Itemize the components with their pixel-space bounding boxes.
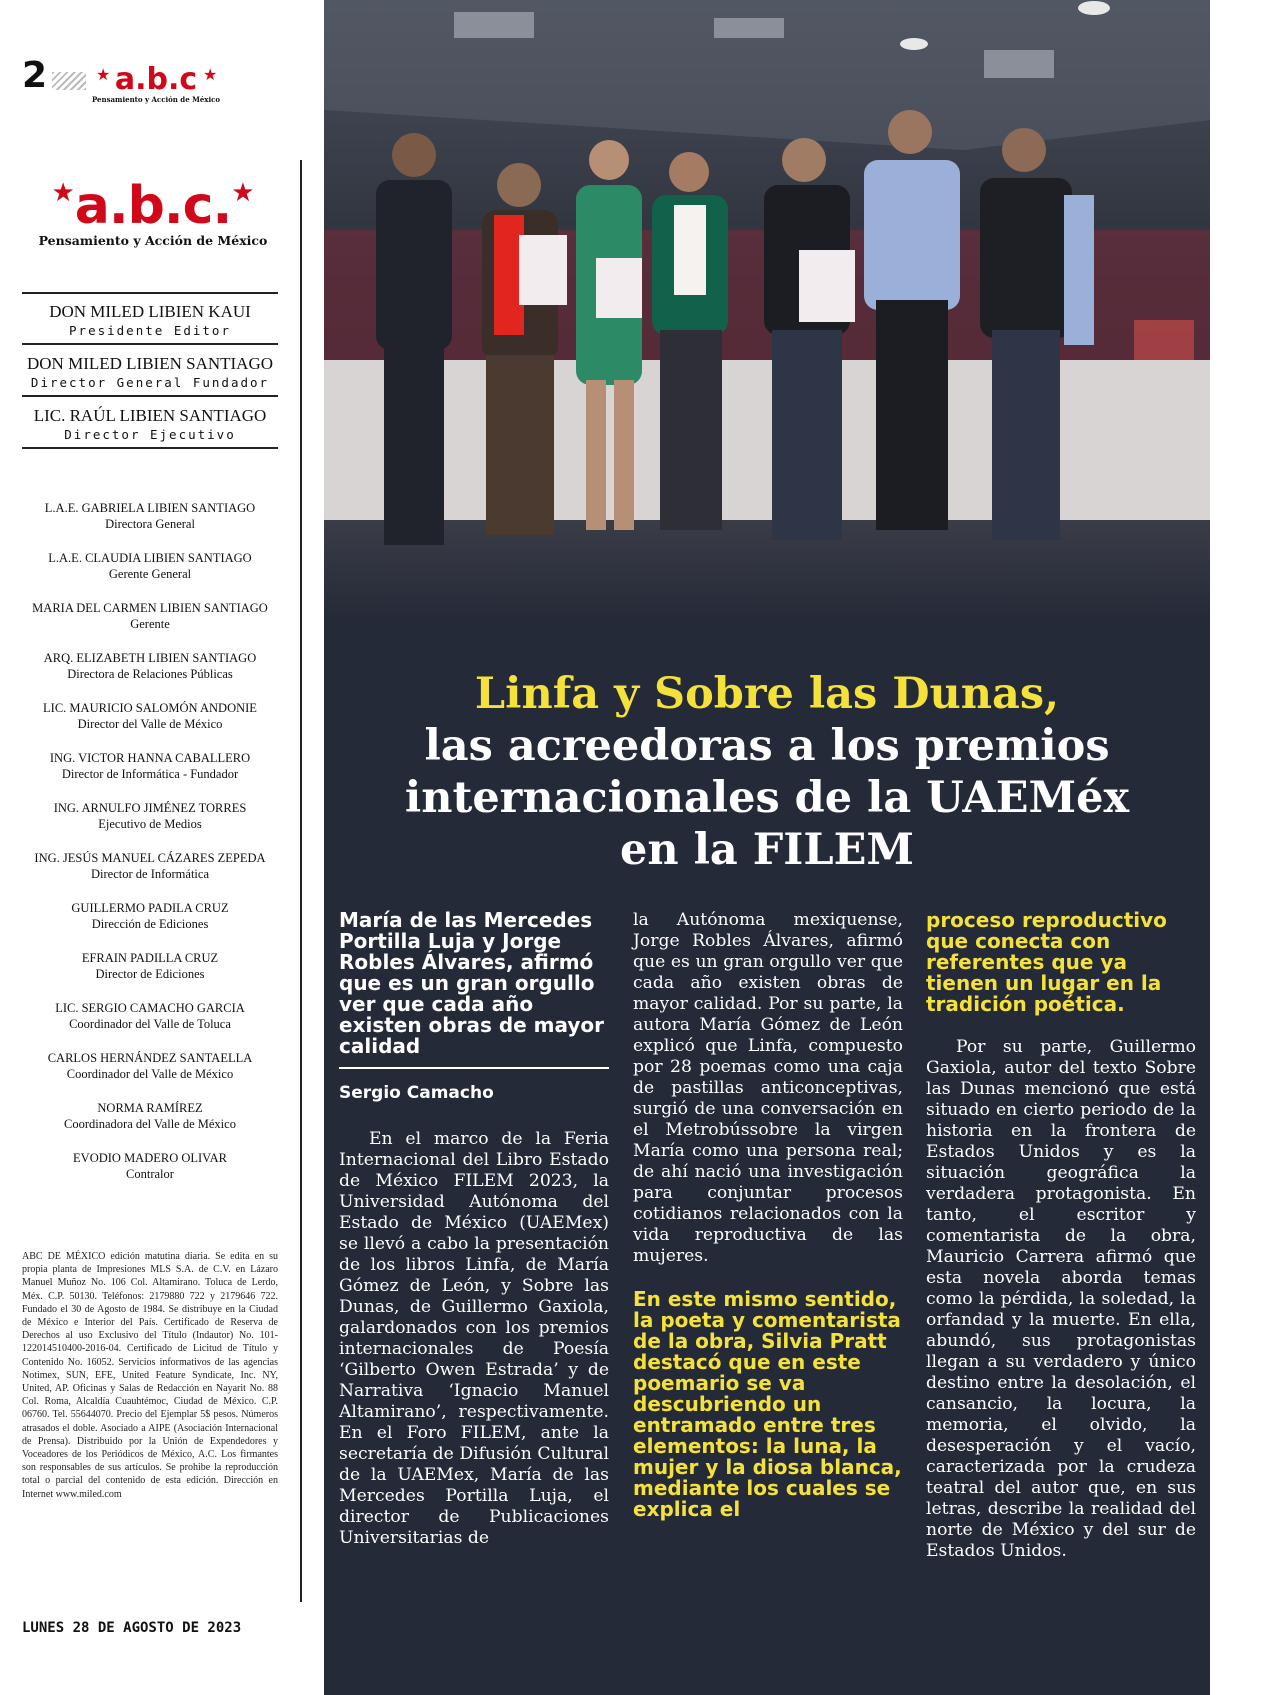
issue-date: LUNES 28 DE AGOSTO DE 2023 (22, 1620, 242, 1636)
staff-entry (22, 950, 278, 1000)
staff-entry (22, 1000, 278, 1050)
staff-name: MARIA DEL CARMEN LIBIEN SANTIAGO (32, 601, 268, 615)
leader-name: DON MILED LIBIEN KAUI (49, 302, 251, 321)
leader-name: DON MILED LIBIEN SANTIAGO (27, 354, 273, 373)
staff-role: Contralor (126, 1167, 174, 1181)
pull-quote: proceso reproductivo que conecta con referentes que ya tienen un lugar en la tradición poética. (926, 908, 1167, 1016)
staff-entry (22, 900, 278, 950)
staff-name: LIC. SERGIO CAMACHO GARCIA (55, 1001, 245, 1015)
staff-entry (22, 800, 278, 850)
staff-name: ING. ARNULFO JIMÉNEZ TORRES (53, 801, 247, 815)
staff-name: EVODIO MADERO OLIVAR (73, 1151, 227, 1165)
staff-name: ARQ. ELIZABETH LIBIEN SANTIAGO (43, 651, 257, 665)
staff-name: ING. VICTOR HANNA CABALLERO (49, 751, 251, 765)
divider (22, 447, 278, 449)
body-text (926, 1037, 1196, 1562)
svg-text:Pensamiento y Acción de México: Pensamiento y Acción de México (92, 95, 221, 104)
leader-entry (22, 402, 278, 454)
article-panel (324, 0, 1210, 1695)
staff-entry (22, 500, 278, 550)
staff-role: Director de Informática (91, 867, 209, 881)
staff-entry (22, 750, 278, 800)
body-text (339, 1129, 609, 1549)
divider (22, 292, 278, 294)
paragraph: En el marco de la Feria Internacional del Libro Estado de México FILEM 2023, la Universidad Autónoma del Estado de México (UAEMex) se llevó a cabo la presentación de los libros Linfa, de María Gómez de León, y Sobre las Dunas, de Guillermo Gaxiola, galardonados con los premios internacionales de Poesía ‘Gilberto Owen Estrada’ y de Narrativa ‘Ignacio Manuel Altamirano’, respectivamente. En el Foro FILEM, ante la secretaría de Difusión Cultural de la UAEMex, María de las Mercedes Portilla Luja, el director de Publicaciones Universitarias de (339, 1129, 609, 1548)
leader-entry (22, 350, 278, 402)
column-divider (300, 160, 302, 1602)
staff-role: Directora de Relaciones Públicas (67, 667, 233, 681)
staff-name: LIC. MAURICIO SALOMÓN ANDONIE (43, 701, 257, 715)
event-photo (324, 0, 1210, 620)
staff-role: Gerente General (108, 567, 192, 581)
staff-name: ING. JESÚS MANUEL CÁZARES ZEPEDA (34, 851, 266, 865)
staff-role: Coordinadora del Valle de México (64, 1117, 236, 1131)
article-headline (344, 668, 1190, 876)
staff-name: NORMA RAMÍREZ (97, 1101, 203, 1115)
staff-role: Coordinador del Valle de Toluca (69, 1017, 231, 1031)
hatch-decoration (52, 72, 86, 90)
staff-name: L.A.E. CLAUDIA LIBIEN SANTIAGO (48, 551, 252, 565)
article-column-3 (926, 910, 1196, 1562)
article-deck: María de las Mercedes Portilla Luja y Jorge Robles Álvares, afirmó que es un gran orgullo ver que cada año existen obras de mayor calidad (339, 908, 605, 1058)
staff-role: Gerente (130, 617, 170, 631)
leader-role: Presidente Editor (69, 323, 231, 338)
staff-name: GUILLERMO PADILA CRUZ (71, 901, 229, 915)
imprint-text: ABC DE MÉXICO edición matutina diaria. Se edita en su propia planta de Impresiones MLS S.A. de C.V. en Lázaro Manuel Muñoz No. 106 Col. Altamirano. Toluca de Lerdo, Méx. C.P. 50130. Teléfonos: 2179880 722 y 2179646 722. Fundado el 30 de Agosto de 1984. Se distribuye en la Ciudad de México e Interior del País. Certificado de Reserva de Derechos al uso Exclusivo del Título (Indautor) No. 101-122014510400-2016-04. Certificado de Licitud de Título y Contenido No. 16052. Servicios informativos de las agencias Notimex, SUN, EFE, United Feature Syndicate, Inc. NY, United, AP. Oficinas y Salas de Redacción en Nayarit No. 88 Col. Roma, Alcaldía Cuauhtémoc, Ciudad de México. C.P. 06760. Tel. 55644070. Precio del Ejemplar 5$ pesos. Números atrasados el doble. Asociado a AIPE (Asociación Internacional de Prensa). Distribuido por la Unión de Expendedores y Voceadores de los Periódicos de México, A.C. Los firmantes son responsables de sus artículos. Se prohibe la reproducción total o parcial del contenido de esta edición. Dirección en Internet www.miled.com (22, 1251, 278, 1500)
headline-line: internacionales de la UAEMéx (404, 773, 1130, 823)
logo-wordmark: a.b.c. (74, 176, 232, 236)
headline-line: en la FILEM (619, 825, 914, 875)
paragraph: Por su parte, Guillermo Gaxiola, autor del texto Sobre las Dunas mencionó que está situado en cierto periodo de la historia en la frontera de Estados Unidos y es la situación geográfica la verdadera protagonista. En tanto, el escritor y comentarista de la obra, Mauricio Carrera afirmó que esta novela aborda temas como la pérdida, la soledad, la orfandad y la muerte. En ella, abundó, sus protagonistas llegan a su verdadero y único destino entre la desolación, el cansancio, la locura, la memoria, el olvido, la desesperación y el vacío, caracterizada por la crudeza teatral del autor que, en sus letras, describe la realidad del norte de México y del sur de Estados Unidos. (926, 1037, 1196, 1561)
staff-entry (22, 1050, 278, 1100)
article-column-1 (339, 910, 609, 1549)
star-icon: ★ (51, 178, 75, 207)
divider (22, 395, 278, 397)
leader-role: Director General Fundador (30, 375, 270, 390)
staff-entry (22, 600, 278, 650)
staff-name: L.A.E. GABRIELA LIBIEN SANTIAGO (44, 501, 256, 515)
staff-list (22, 500, 278, 1200)
leader-entry (22, 298, 278, 350)
article-column-2 (633, 910, 903, 1520)
staff-role: Directora General (105, 517, 195, 531)
svg-text:★: ★ (203, 65, 218, 84)
divider (22, 343, 278, 345)
headline-highlight: Linfa y Sobre las Dunas, (474, 669, 1060, 719)
staff-role: Director de Informática - Fundador (61, 767, 239, 781)
staff-entry (22, 650, 278, 700)
paragraph: la Autónoma mexiquense, Jorge Robles Álvares, afirmó que es un gran orgullo ver que cada año existen obras de mayor calidad. Por su parte, la autora María Gómez de León explicó que Linfa, compuesto por 28 poemas como una caja de pastillas anticonceptivas, surgió de una conversación en el Metrobússobre la virgen María como una persona real; de ahí nació una investigación para conjuntar procesos cotidianos relacionados con la vida reproductiva de las mujeres. (633, 910, 903, 1266)
divider (339, 1067, 609, 1069)
headline-line: las acreedoras a los premios (424, 721, 1110, 771)
leadership-list (22, 292, 278, 454)
page-number: 2 (22, 55, 48, 96)
staff-name: EFRAIN PADILLA CRUZ (81, 951, 219, 965)
star-icon: ★ (231, 178, 255, 207)
svg-text:★: ★ (96, 65, 111, 84)
svg-text:a.b.c: a.b.c (114, 62, 198, 97)
staff-entry (22, 1100, 278, 1150)
staff-name: CARLOS HERNÁNDEZ SANTAELLA (47, 1051, 253, 1065)
staff-role: Ejecutivo de Medios (98, 817, 202, 831)
logo-tagline: Pensamiento y Acción de México (38, 233, 268, 248)
staff-entry (22, 850, 278, 900)
leader-name: LIC. RAÚL LIBIEN SANTIAGO (33, 406, 267, 425)
staff-entry (22, 1150, 278, 1200)
pull-quote: En este mismo sentido, la poeta y comentarista de la obra, Silvia Pratt destacó que en este poemario se va descubriendo un entramado entre tres elementos: la luna, la mujer y la diosa blanca, mediante los cuales se explica el (633, 1287, 902, 1521)
body-text (633, 910, 903, 1267)
staff-role: Director del Valle de México (77, 717, 223, 731)
main-abc-logo (32, 176, 274, 252)
staff-entry (22, 700, 278, 750)
small-abc-logo (92, 62, 222, 106)
staff-role: Director de Ediciones (95, 967, 205, 981)
masthead-sidebar (0, 0, 300, 1695)
article-byline: Sergio Camacho (339, 1083, 494, 1103)
staff-role: Coordinador del Valle de México (66, 1067, 234, 1081)
staff-role: Dirección de Ediciones (91, 917, 209, 931)
leader-role: Director Ejecutivo (64, 427, 236, 442)
staff-entry (22, 550, 278, 600)
